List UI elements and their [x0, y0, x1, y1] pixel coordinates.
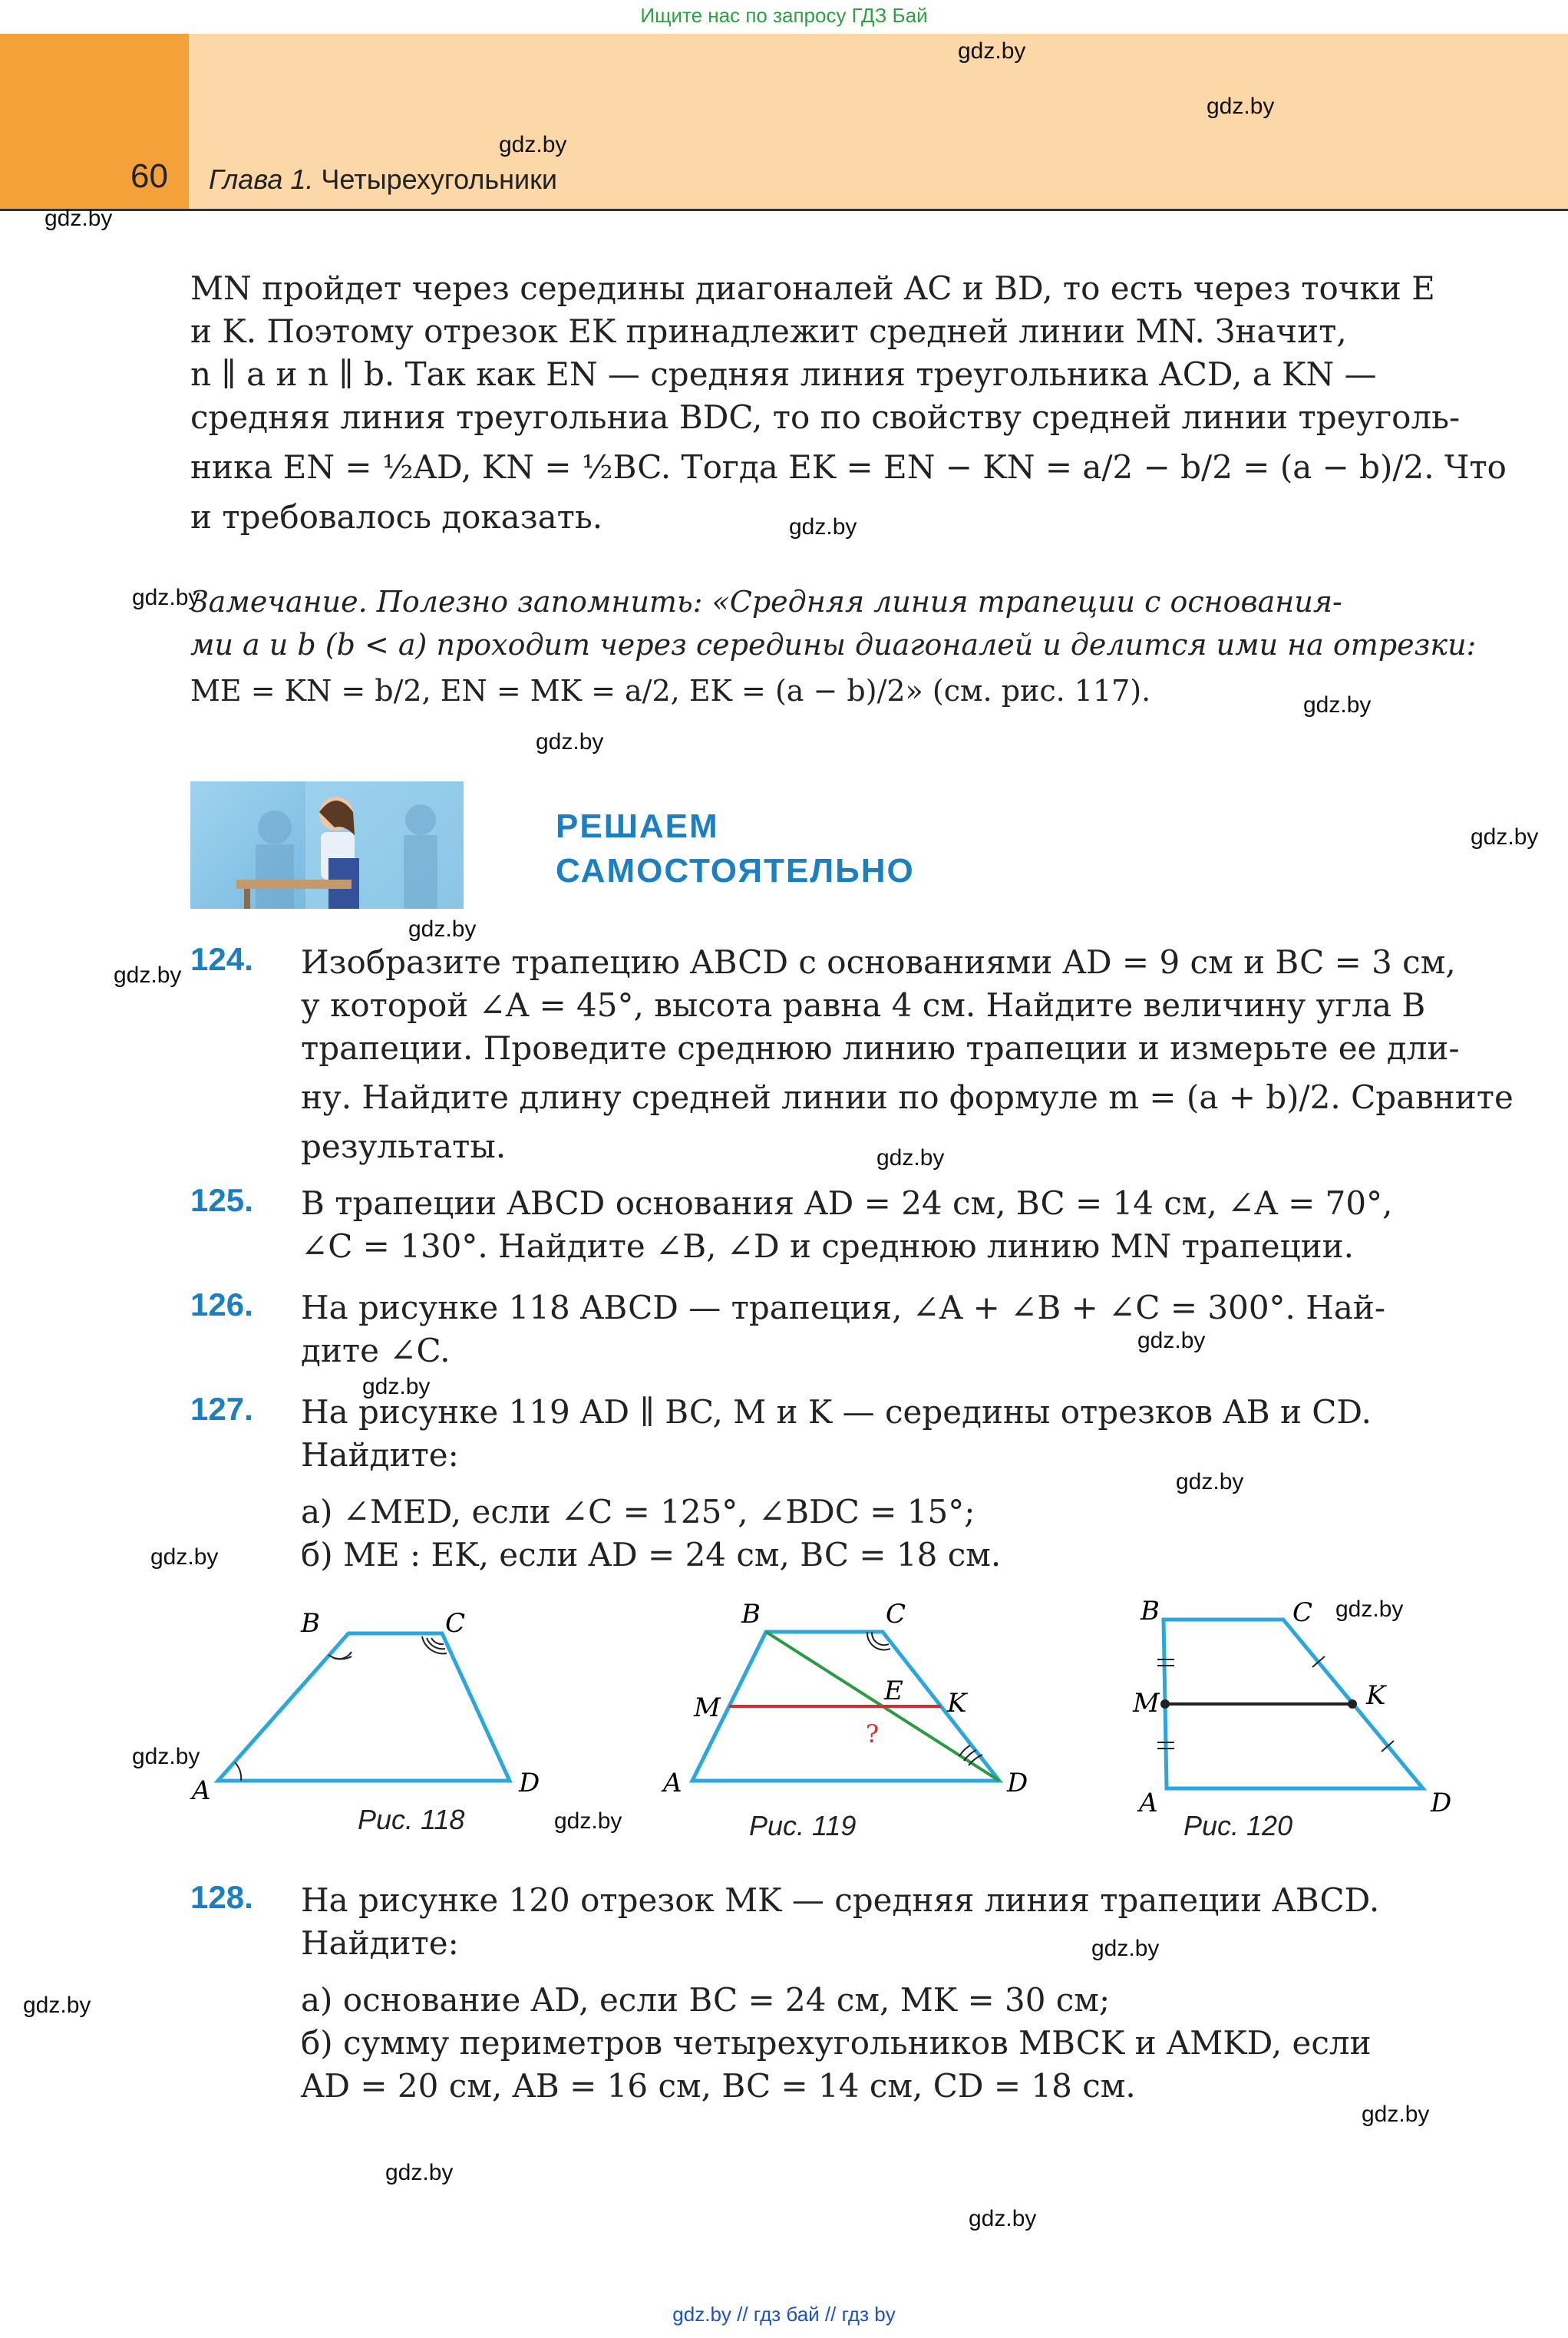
watermark: gdz.by — [1176, 1469, 1244, 1494]
section-heading-line-1: РЕШАЕМ — [556, 807, 719, 845]
watermark: gdz.by — [499, 132, 567, 157]
angle-arc-c — [431, 1638, 444, 1644]
watermark: gdz.by — [536, 729, 604, 755]
watermark: gdz.by — [789, 514, 857, 540]
vertex-label: B — [301, 1608, 320, 1639]
watermark: gdz.by — [1303, 692, 1372, 718]
task-line: Изобразите трапецию ABCD с основаниями AD = 9 см и BC = 3 см, — [301, 943, 1456, 981]
vertex-label: K — [947, 1688, 967, 1719]
watermark: gdz.by — [114, 963, 182, 988]
task-line: На рисунке 119 AD ∥ BC, M и K — середины отрезков AB и CD. — [301, 1393, 1372, 1431]
task-line: На рисунке 120 отрезок MK — средняя линия трапеции ABCD. — [301, 1881, 1380, 1919]
watermark: gdz.by — [1207, 94, 1275, 119]
task-line: б) сумму периметров четырехугольников MBCK и AMKD, если — [301, 2024, 1372, 2062]
proof-line: n ∥ a и n ∥ b. Так как EN — средняя линия треугольника ACD, а KN — — [190, 355, 1377, 393]
task-126 — [301, 1286, 1452, 1372]
watermark: gdz.by — [408, 916, 477, 942]
watermark: gdz.by — [958, 38, 1026, 64]
footer-links[interactable]: gdz.by // гдз бай // гдз by — [672, 2303, 896, 2326]
watermark: gdz.by — [876, 1145, 945, 1171]
trapezoid-118 — [218, 1633, 510, 1781]
task-line: AD = 20 см, AB = 16 см, BC = 14 см, CD = 18 см. — [301, 2067, 1136, 2105]
remark-line: ME = KN = b/2, EN = MK = a/2, EK = (a − b)/2» (см. рис. 117). — [190, 674, 1151, 708]
task-128 — [301, 1879, 1452, 2108]
page-number: 60 — [130, 157, 168, 195]
watermark: gdz.by — [969, 2206, 1037, 2231]
vertex-label: A — [1139, 1788, 1158, 1818]
watermark: gdz.by — [45, 206, 113, 231]
vertex-label: C — [1292, 1597, 1313, 1628]
task-line: На рисунке 118 ABCD — трапеция, ∠A + ∠B + ∠C = 300°. Най- — [301, 1289, 1386, 1326]
watermark: gdz.by — [1362, 2102, 1430, 2127]
task-line: В трапеции ABCD основания AD = 24 см, BC = 14 см, ∠A = 70°, — [301, 1184, 1393, 1222]
vertex-label: K — [1366, 1680, 1386, 1711]
proof-line: MN пройдет через середины диагоналей AC и BD, то есть через точки E — [190, 269, 1435, 307]
vertex-label: E — [884, 1676, 903, 1706]
vertex-label: A — [192, 1775, 211, 1806]
watermark: gdz.by — [1091, 1936, 1160, 1961]
chapter-label: Глава 1. — [209, 163, 314, 195]
remark-line: Замечание. Полезно запомнить: «Средняя линия трапеции с основания- — [190, 585, 1342, 619]
watermark: gdz.by — [1335, 1597, 1404, 1622]
task-line: б) ME : EK, если AD = 24 см, BC = 18 см. — [301, 1536, 1002, 1574]
figure-119 — [661, 1599, 1028, 1798]
task-number: 126. — [190, 1286, 253, 1323]
task-line: Найдите: — [301, 1924, 459, 1962]
chapter-name: Четырехугольники — [321, 163, 558, 195]
students-illustration — [190, 781, 464, 909]
proof-line: и K. Поэтому отрезок EK принадлежит средней линии MN. Значит, — [190, 312, 1347, 350]
watermark: gdz.by — [1471, 824, 1539, 850]
watermark: gdz.by — [554, 1808, 622, 1834]
watermark: gdz.by — [385, 2160, 454, 2185]
figure-caption: Рис. 118 — [358, 1804, 465, 1835]
vertex-label: M — [1133, 1688, 1160, 1719]
task-number: 128. — [190, 1879, 253, 1915]
vertex-label: B — [1141, 1596, 1160, 1626]
remark-block — [190, 580, 1477, 715]
top-banner[interactable]: Ищите нас по запросу ГДЗ Бай — [640, 4, 928, 27]
proof-paragraph — [190, 267, 1507, 539]
task-line: а) ∠MED, если ∠C = 125°, ∠BDC = 15°; — [301, 1493, 975, 1531]
section-heading-line-2: САМОСТОЯТЕЛЬНО — [556, 852, 915, 890]
student-figure-icon — [190, 781, 464, 909]
task-124 — [301, 941, 1514, 1168]
vertex-label: A — [663, 1768, 682, 1798]
point-m — [1160, 1699, 1170, 1709]
proof-line: ника EN = ½AD, KN = ½BC. Тогда EK = EN − KN = a/2 − b/2 = (a − b)/2. Что — [190, 448, 1507, 486]
figure-caption: Рис. 119 — [749, 1810, 857, 1841]
vertex-label: B — [741, 1599, 761, 1630]
watermark: gdz.by — [150, 1544, 219, 1570]
vertex-label: D — [1431, 1788, 1452, 1818]
task-line: Найдите: — [301, 1436, 459, 1474]
header-divider — [0, 209, 1568, 211]
task-127 — [301, 1391, 1452, 1577]
figure-caption: Рис. 120 — [1183, 1810, 1293, 1841]
watermark: gdz.by — [1137, 1328, 1206, 1353]
task-number: 127. — [190, 1391, 253, 1427]
task-125 — [301, 1182, 1452, 1268]
watermark: gdz.by — [23, 1993, 91, 2018]
task-line: трапеции. Проведите среднюю линию трапеции и измерьте ее дли- — [301, 1029, 1460, 1067]
proof-line: средняя линия треугольниа BDC, то по свойству средней линии треуголь- — [190, 398, 1461, 436]
task-line: результаты. — [301, 1128, 507, 1165]
figure-118 — [190, 1608, 540, 1806]
task-line: дите ∠C. — [301, 1332, 451, 1369]
task-line: а) основание AD, если BC = 24 см, MK = 30 см; — [301, 1981, 1111, 2019]
chapter-title — [209, 163, 557, 196]
task-number: 125. — [190, 1182, 253, 1218]
watermark: gdz.by — [132, 1744, 200, 1769]
point-k — [1348, 1699, 1357, 1709]
watermark: gdz.by — [362, 1374, 431, 1399]
task-number: 124. — [190, 941, 253, 977]
watermark: gdz.by — [132, 585, 200, 610]
figure-120 — [1132, 1596, 1451, 1818]
vertex-label: M — [694, 1692, 721, 1723]
vertex-label: C — [445, 1608, 466, 1639]
task-line: у которой ∠A = 45°, высота равна 4 см. Найдите величину угла B — [301, 986, 1426, 1024]
vertex-label: D — [519, 1768, 540, 1798]
angle-arc-a — [235, 1762, 241, 1781]
task-line: ∠C = 130°. Найдите ∠B, ∠D и среднюю линию MN трапеции. — [301, 1227, 1354, 1265]
vertex-label: C — [886, 1599, 906, 1630]
vertex-label: D — [1007, 1768, 1028, 1798]
unknown-angle-mark: ? — [866, 1719, 880, 1749]
proof-line: и требовалось доказать. — [190, 498, 603, 536]
task-line: ну. Найдите длину средней линии по формуле m = (a + b)/2. Сравните — [301, 1078, 1514, 1116]
remark-line: ми a и b (b < a) проходит через середины диагоналей и делится ими на отрезки: — [190, 628, 1477, 662]
